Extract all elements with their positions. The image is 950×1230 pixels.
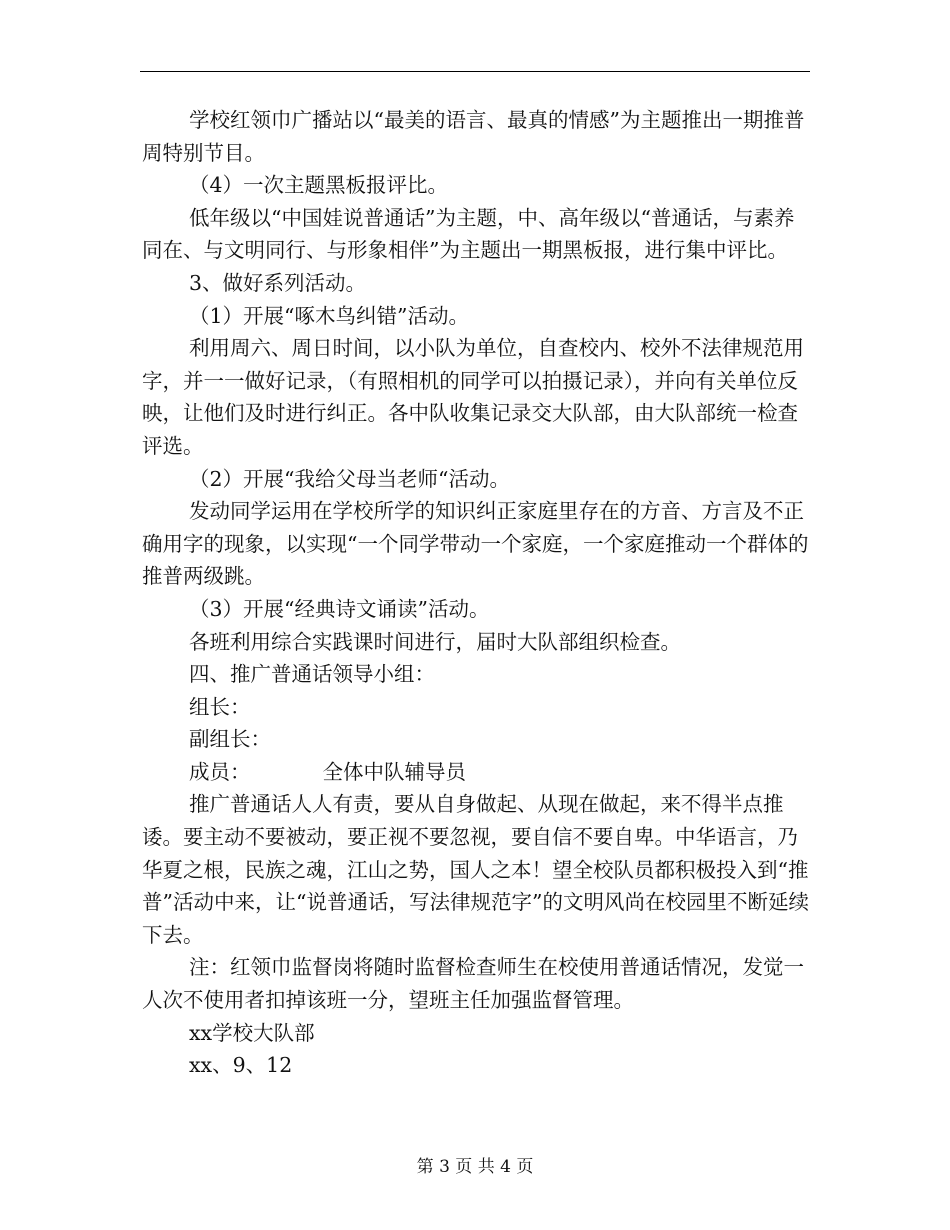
members-value: 全体中队辅导员 bbox=[322, 759, 466, 784]
item-recitation-heading: （3）开展“经典诗文诵读”活动。 bbox=[189, 596, 490, 621]
members-line bbox=[142, 756, 812, 789]
paragraph-recitation: 各班利用综合实践课时间进行，届时大队部组织检查。 bbox=[189, 629, 681, 654]
item-blackboard-heading: （4）一次主题黑板报评比。 bbox=[189, 173, 449, 198]
paragraph-broadcast: 学校红领巾广播站以“最美的语言、最真的情感”为主题推出一期推普周特别节目。 bbox=[142, 108, 805, 165]
page-number-footer: 第 3 页 共 4 页 bbox=[416, 1157, 534, 1177]
item-teacher-heading: （2）开展“我给父母当老师“活动。 bbox=[189, 466, 511, 491]
group-leader-line: 组长： bbox=[189, 694, 251, 719]
document-body bbox=[142, 104, 812, 1082]
deputy-leader-line: 副组长： bbox=[189, 727, 271, 752]
paragraph-closing-appeal: 推广普通话人人有责，要从自身做起、从现在做起，来不得半点推诿。要主动不要被动，要正视不要忽视，要自信不要自卑。中华语言，乃华夏之根，民族之魂，江山之势，国人之本！望全校队员都积极投入到“推普”活动中来，让“说普通话，写法律规范字”的文明风尚在校园里不断延续下去。 bbox=[142, 792, 809, 947]
members-label: 成员： bbox=[189, 759, 251, 784]
section-leadership-group: 四、推广普通话领导小组： bbox=[189, 662, 435, 687]
paragraph-woodpecker: 利用周六、周日时间，以小队为单位，自查校内、校外不法律规范用字，并一一做好记录，（有照相机的同学可以拍摄记录），并向有关单位反映，让他们及时进行纠正。各中队收集记录交大队部，由大队部统一检查评选。 bbox=[142, 336, 804, 458]
header-rule bbox=[140, 71, 810, 72]
signature-date: xx、9、12 bbox=[189, 1053, 293, 1078]
signature-org: xx学校大队部 bbox=[189, 1020, 315, 1045]
item-woodpecker-heading: （1）开展“啄木鸟纠错”活动。 bbox=[189, 303, 470, 328]
paragraph-note: 注：红领巾监督岗将随时监督检查师生在校使用普通话情况，发觉一人次不使用者扣掉该班一分，望班主任加强监督管理。 bbox=[142, 955, 804, 1013]
paragraph-blackboard: 低年级以“中国娃说普通话”为主题，中、高年级以“普通话，与素养同在、与文明同行、与形象相伴”为主题出一期黑板报，进行集中评比。 bbox=[142, 205, 795, 263]
paragraph-teacher: 发动同学运用在学校所学的知识纠正家庭里存在的方音、方言及不正确用字的现象，以实现“一个同学带动一个家庭，一个家庭推动一个群体的推普两级跳。 bbox=[142, 499, 809, 589]
section-series-activities: 3、做好系列活动。 bbox=[189, 270, 367, 295]
